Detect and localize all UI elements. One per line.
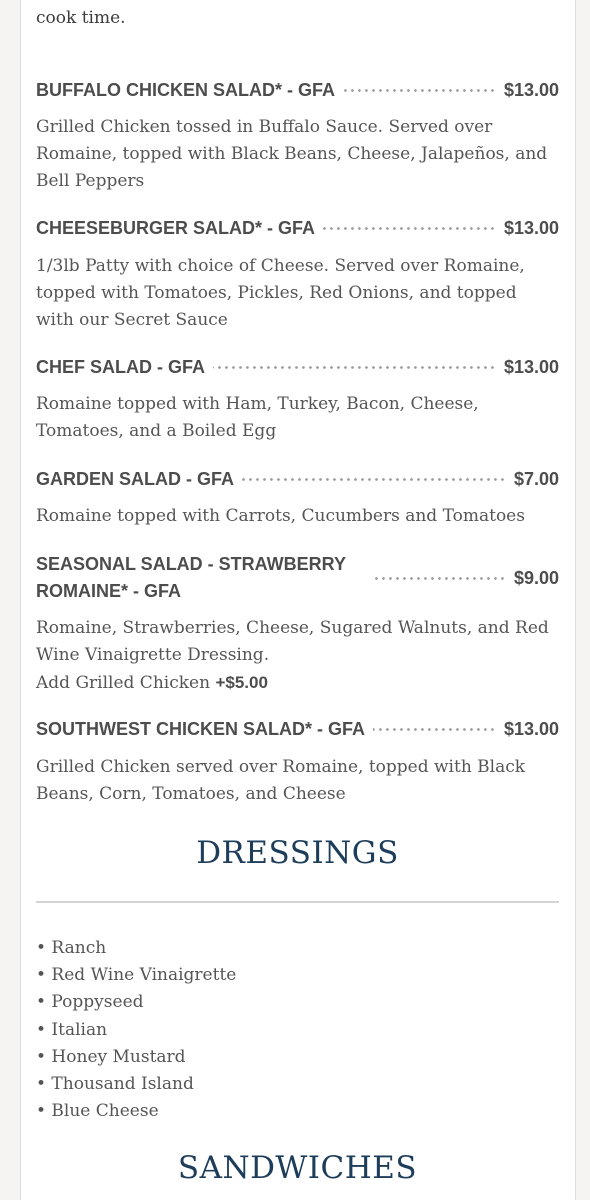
list-item: • Honey Mustard (36, 1046, 186, 1067)
dot-leader (343, 89, 496, 92)
addon-price: +$5.00 (215, 673, 268, 692)
menu-item-price: $13.00 (503, 218, 559, 238)
menu-item-southwest-chicken-salad (36, 716, 559, 743)
menu-item-description: Grilled Chicken tossed in Buffalo Sauce. Served over Romaine, topped with Black Beans, Cheese, Jalapeños, and Bell Peppers (36, 117, 548, 191)
menu-item-price: $7.00 (513, 469, 559, 489)
menu-item-price: $13.00 (503, 80, 559, 100)
section-title-dressings: DRESSINGS (196, 835, 399, 871)
menu-item-price: $13.00 (503, 719, 559, 739)
section-title-sandwiches: SANDWICHES (177, 1150, 418, 1186)
menu-item-seasonal-salad (36, 551, 559, 605)
menu-item-description: Romaine topped with Carrots, Cucumbers and Tomatoes (36, 506, 525, 526)
menu-item-price: $13.00 (503, 357, 559, 377)
dot-leader (242, 478, 506, 481)
section-divider (36, 901, 559, 903)
menu-item-name: BUFFALO CHICKEN SALAD* - GFA (36, 80, 335, 100)
list-item: • Ranch (36, 938, 107, 958)
menu-item-name: GARDEN SALAD - GFA (36, 469, 234, 489)
menu-item-cheeseburger-salad (36, 215, 559, 242)
menu-item-name: CHEESEBURGER SALAD* - GFA (36, 218, 316, 238)
dot-leader (213, 366, 496, 369)
dot-leader (374, 577, 506, 580)
menu-item-name: SOUTHWEST CHICKEN SALAD* - GFA (36, 719, 366, 739)
menu-item-price: $9.00 (513, 567, 559, 588)
list-item: • Thousand Island (36, 1074, 194, 1095)
menu-item-description: Romaine topped with Ham, Turkey, Bacon, Cheese, Tomatoes, and a Boiled Egg (36, 394, 479, 441)
menu-item-garden-salad (36, 466, 559, 493)
list-item: • Poppyseed (36, 992, 144, 1013)
menu-item-buffalo-chicken-salad (36, 77, 559, 104)
list-item: • Blue Cheese (36, 1101, 159, 1122)
menu-item-description-text: Romaine, Strawberries, Cheese, Sugared Walnuts, and Red Wine Vinaigrette Dressing. (36, 618, 549, 665)
list-item: • Italian (36, 1019, 108, 1040)
menu-item-name: SEASONAL SALAD - STRAWBERRY ROMAINE* - GFA (36, 554, 346, 601)
menu-item-name: CHEF SALAD - GFA (36, 357, 205, 377)
dot-leader (323, 227, 496, 230)
dressing-list (36, 935, 236, 1125)
menu-item-description (36, 615, 559, 697)
menu-item-description: Grilled Chicken served over Romaine, topped with Black Beans, Corn, Tomatoes, and Cheese (36, 757, 526, 804)
addon-label: Add Grilled Chicken (36, 673, 211, 693)
intro-text-tail: cook time. (36, 8, 126, 28)
dot-leader (373, 728, 496, 731)
list-item: • Red Wine Vinaigrette (36, 965, 237, 986)
menu-item-description: 1/3lb Patty with choice of Cheese. Served over Romaine, topped with Tomatoes, Pickles, Red Onions, and topped with our Secret Sauce (36, 256, 525, 330)
menu-item-chef-salad (36, 354, 559, 381)
